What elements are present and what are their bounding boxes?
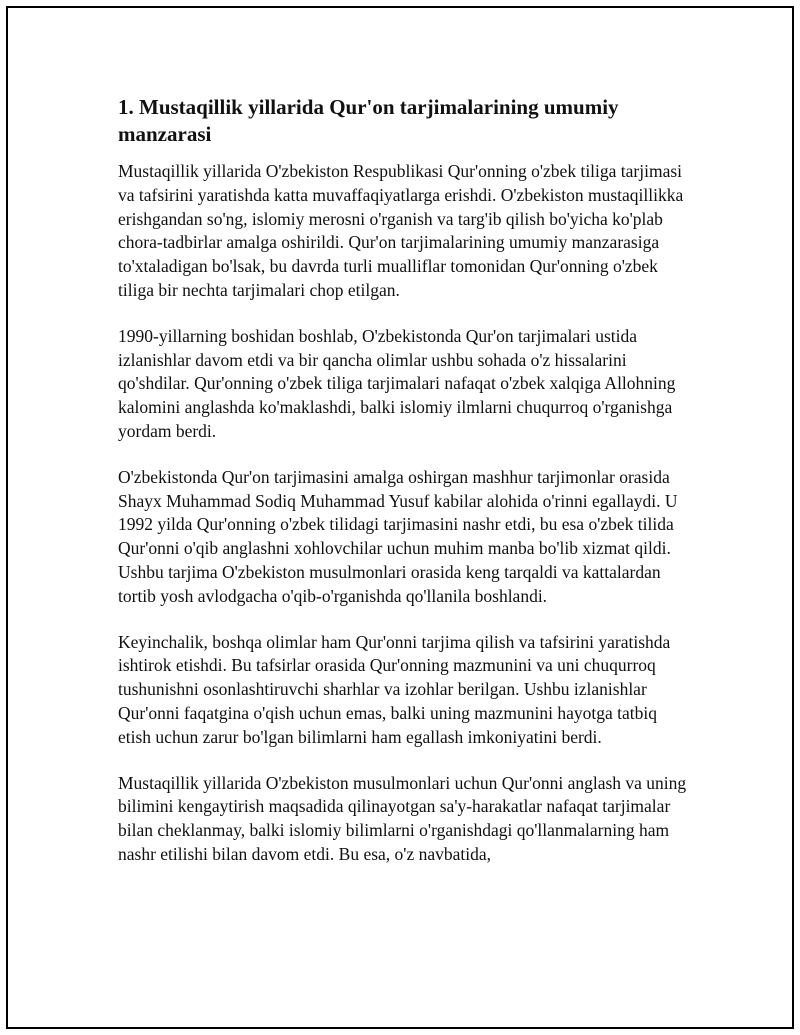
document-page: [6, 6, 794, 1029]
paragraph-4: Keyinchalik, boshqa olimlar ham Qur'onni tarjima qilish va tafsirini yaratishda ishtirok etishdi. Bu tafsirlar orasida Qur'onning mazmunini va uni chuqurroq tushunishni osonlashtiruvchi sharhlar va izohlar berilgan. Ushbu izlanishlar Qur'onni faqatgina o'qish uchun emas, balki uning mazmunini hayotga tatbiq etish uchun zarur bo'lgan bilimlarni ham egallash imkoniyatini berdi.: [118, 631, 671, 747]
paragraph-5: Mustaqillik yillarida O'zbekiston musulmonlari uchun Qur'onni anglash va uning bilimini kengaytirish maqsadida qilinayotgan sa'y-harakatlar nafaqat tarjimalar bilan cheklanmay, balki islomiy bilimlarni o'rganishdagi qo'llanmalarning ham nashr etilishi bilan davom etdi. Bu esa, o'z navbatida,: [118, 772, 687, 864]
paragraph-2: 1990-yillarning boshidan boshlab, O'zbekistonda Qur'on tarjimalari ustida izlanishlar davom etdi va bir qancha olimlar ushbu sohada o'z hissalarini qo'shdilar. Qur'onning o'zbek tiliga tarjimalari nafaqat o'zbek xalqiga Allohning kalomini anglashda ko'maklashdi, balki islomiy ilmlarni chuqurroq o'rganishga yordam berdi.: [118, 325, 676, 441]
paragraph-1: Mustaqillik yillarida O'zbekiston Respublikasi Qur'onning o'zbek tiliga tarjimasi va tafsirini yaratishda katta muvaffaqiyatlarga erishdi. O'zbekiston mustaqillikka erishgandan so'ng, islomiy merosni o'rganish va targ'ib qilish bo'yicha ko'plab chora-tadbirlar amalga oshirildi. Qur'on tarjimalarining umumiy manzarasiga to'xtaladigan bo'lsak, bu davrda turli mualliflar tomonidan Qur'onning o'zbek tiliga bir nechta tarjimalari chop etilgan.: [118, 161, 684, 300]
section-heading: 1. Mustaqillik yillarida Qur'on tarjimalarining umumiy manzarasi: [118, 95, 619, 146]
document-body: [118, 94, 688, 889]
paragraph-3: O'zbekistonda Qur'on tarjimasini amalga oshirgan mashhur tarjimonlar orasida Shayx Muhammad Sodiq Muhammad Yusuf kabilar alohida o'rinni egallaydi. U 1992 yilda Qur'onning o'zbek tilidagi tarjimasini nashr etdi, bu esa o'zbek tilida Qur'onni o'qib anglashni xohlovchilar uchun muhim manba bo'lib xizmat qildi. Ushbu tarjima O'zbekiston musulmonlari orasida keng tarqaldi va kattalardan tortib yosh avlodgacha o'qib-o'rganishda qo'llanila boshlandi.: [118, 466, 678, 606]
